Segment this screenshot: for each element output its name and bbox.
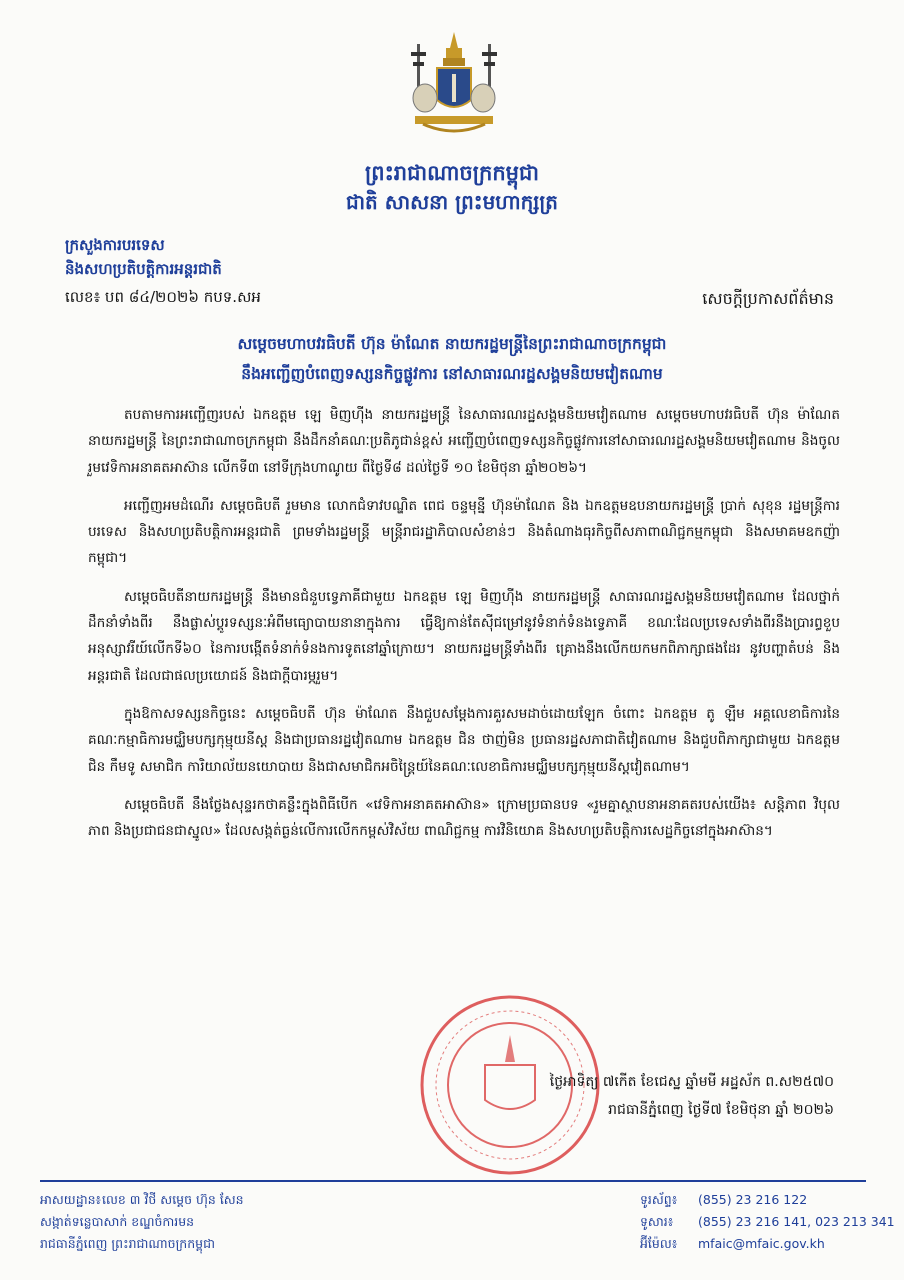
address-line1: លេខ ៣ វិថី សម្តេច ហ៊ុន សែន [101,1192,244,1207]
address-line3: រាជធានីភ្នំពេញ ព្រះរាជាណាចក្រកម្ពុជា [40,1236,215,1251]
body-paragraph-2: អញ្ជើញអមដំណើរ សម្តេចធិបតី រួមមាន លោកជំទាវបណ្ឌិត ពេជ ចន្ទមុន្នី ហ៊ុនម៉ាណែត និង ឯកឧត្តមឧបនាយករដ្ឋមន្ត្រី ប្រាក់ សុខុន រដ្ឋមន្ត្រីការបរទេស និងសហប្រតិបត្តិការអន្តរជាតិ ព្រមទាំងរដ្ឋមន្ត្រី មន្ត្រីរាជរដ្ឋាភិបាលសំខាន់ៗ និងតំណាងធុរកិច្ចពីសភាពាណិជ្ជកម្មកម្ពុជា និងសមាគមឧកញ៉ាកម្ពុជា។ [88,497,840,567]
footer-divider [40,1180,866,1182]
lunar-date-line: ថ្ងៃអាទិត្យ ៧កើត ខែជេស្ឋ ឆ្នាំមមី អដ្ឋស័ក ព.ស២៥៧០ [549,1074,834,1090]
address-label: អាសយដ្ឋាន៖ [40,1192,102,1207]
body-paragraph-1: តបតាមការអញ្ជើញរបស់ ឯកឧត្តម ឡេ មិញហ៊ីង នាយករដ្ឋមន្ត្រី នៃសាធារណរដ្ឋសង្គមនិយមវៀតណាម សម្តេចមហាបវរធិបតី ហ៊ុន ម៉ាណែត នាយករដ្ឋមន្ត្រី នៃព្រះរាជាណាចក្រកម្ពុជា នឹងដឹកនាំគណៈប្រតិភូជាន់ខ្ពស់ អញ្ជើញបំពេញទស្សនកិច្ចផ្លូវការនៅសាធារណរដ្ឋសង្គមនិយមវៀតណាម និងចូលរួមវេទិកាអនាគតអាស៊ាន លើកទី៣ នៅទីក្រុងហាណូយ ពីថ្ងៃទី៨ ដល់ថ្ងៃទី ១០ ខែមិថុនា ឆ្នាំ២០២៦។ [88,407,840,476]
address-line2: សង្កាត់ទន្លេបាសាក់ ខណ្ឌចំការមន [40,1214,195,1229]
phone-number: (855) 23 216 122 [698,1192,808,1207]
body-paragraph-3: សម្តេចធិបតីនាយករដ្ឋមន្ត្រី នឹងមានជំនួបទ្វេភាគីជាមួយ ឯកឧត្តម ឡេ មិញហ៊ីង នាយករដ្ឋមន្ត្រី សាធារណរដ្ឋសង្គមនិយមវៀតណាម ដែលថ្នាក់ដឹកនាំទាំងពីរ នឹងផ្លាស់ប្តូរទស្សនៈអំពីមធ្យោបាយនានាក្នុងការ ធ្វើឱ្យកាន់តែស៊ីជម្រៅនូវទំនាក់ទំនងទ្វេភាគី ខណៈដែលប្រទេសទាំងពីរនឹងប្រារព្ធខួបអនុស្សាវរីយ៍លើកទី៦០ នៃការបង្កើតទំនាក់ទំនងការទូតនៅឆ្នាំក្រោយ។ នាយករដ្ឋមន្ត្រីទាំងពីរ គ្រោងនឹងលើកយកមកពិភាក្សាផងដែរ នូវបញ្ហាតំបន់ និងអន្តរជាតិ ដែលជាផលប្រយោជន៍ និងជាក្តីបារម្ភរួម។ [88,588,840,684]
fax-number: (855) 23 216 141, 023 213 341 [698,1214,895,1229]
email-address[interactable]: mfaic@mfaic.gov.kh [698,1236,825,1251]
place-date-line: រាជធានីភ្នំពេញ ថ្ងៃទី៧ ខែមិថុនា ឆ្នាំ ២០២៦ [608,1102,834,1118]
phone-label: ទូរស័ព្ទ៖ [640,1192,678,1207]
ministry-name-line1: ក្រសួងការបរទេស [65,236,165,254]
footer-contact [640,1192,895,1258]
reference-number: លេខ៖ បព ៨៤/២០២៦ កបទ.សអ [65,288,261,306]
headline-line2: នឹងអញ្ជើញបំពេញទស្សនកិច្ចផ្លូវការ នៅសាធារណរដ្ឋសង្គមនិយមវៀតណាម [241,365,663,383]
kingdom-title: ព្រះរាជាណាចក្រកម្ពុជា [364,161,539,185]
body-paragraph-5: សម្តេចធិបតី នឹងថ្លែងសុន្ទរកថាគន្លឹះក្នុងពិធីបើក «វេទិកាអនាគតអាស៊ាន» ក្រោមប្រធានបទ «រួមគ្នាស្ថាបនាអនាគតរបស់យើង៖ សន្តិភាព វិបុលភាព និងប្រជាជនជាស្នូល» ដែលសង្កត់ធ្ងន់លើការលើកកម្ពស់វិស័យ ពាណិជ្ជកម្ម ការវិនិយោគ និងសហប្រតិបត្តិការសេដ្ឋកិច្ចនៅក្នុងអាស៊ាន។ [88,796,840,840]
footer-address [40,1192,244,1258]
fax-label: ទូសារ៖ [640,1214,674,1229]
document-type-label: សេចក្តីប្រកាសព័ត៌មាន [702,289,834,308]
email-label: អ៊ីម៉ែល៖ [640,1236,678,1251]
headline-line1: សម្តេចមហាបវរធិបតី ហ៊ុន ម៉ាណែត នាយករដ្ឋមន្ត្រីនៃព្រះរាជាណាចក្រកម្ពុជា [237,335,667,353]
national-motto: ជាតិ សាសនា ព្រះមហាក្សត្រ [346,190,558,214]
body-paragraph-4: ក្នុងឱកាសទស្សនកិច្ចនេះ សម្តេចធិបតី ហ៊ុន ម៉ាណែត នឹងជួបសម្តែងការគួរសមដាច់ដោយឡែក ចំពោះ ឯកឧត្តម តូ ឡឹម អគ្គលេខាធិការនៃគណៈកម្មាធិការមជ្ឈិមបក្សកុម្មុយនីស្ត និងជាប្រធានរដ្ឋវៀតណាម ឯកឧត្តម ជិន ថាញ់មិន ប្រធានរដ្ឋសភាជាតិវៀតណាម និងជួបពិភាក្សាជាមួយ ឯកឧត្តម ជិន កឹមទូ សមាជិក ការិយាល័យនយោបាយ និងជាសមាជិកអចិន្ត្រៃយ៍នៃគណៈលេខាធិការមជ្ឈិមបក្សកុម្មុយនីស្តវៀតណាម។ [88,705,840,775]
royal-coat-of-arms-emblem [395,30,513,140]
press-release-body [88,402,840,856]
ministry-name-line2: និងសហប្រតិបត្តិការអន្តរជាតិ [65,260,222,278]
